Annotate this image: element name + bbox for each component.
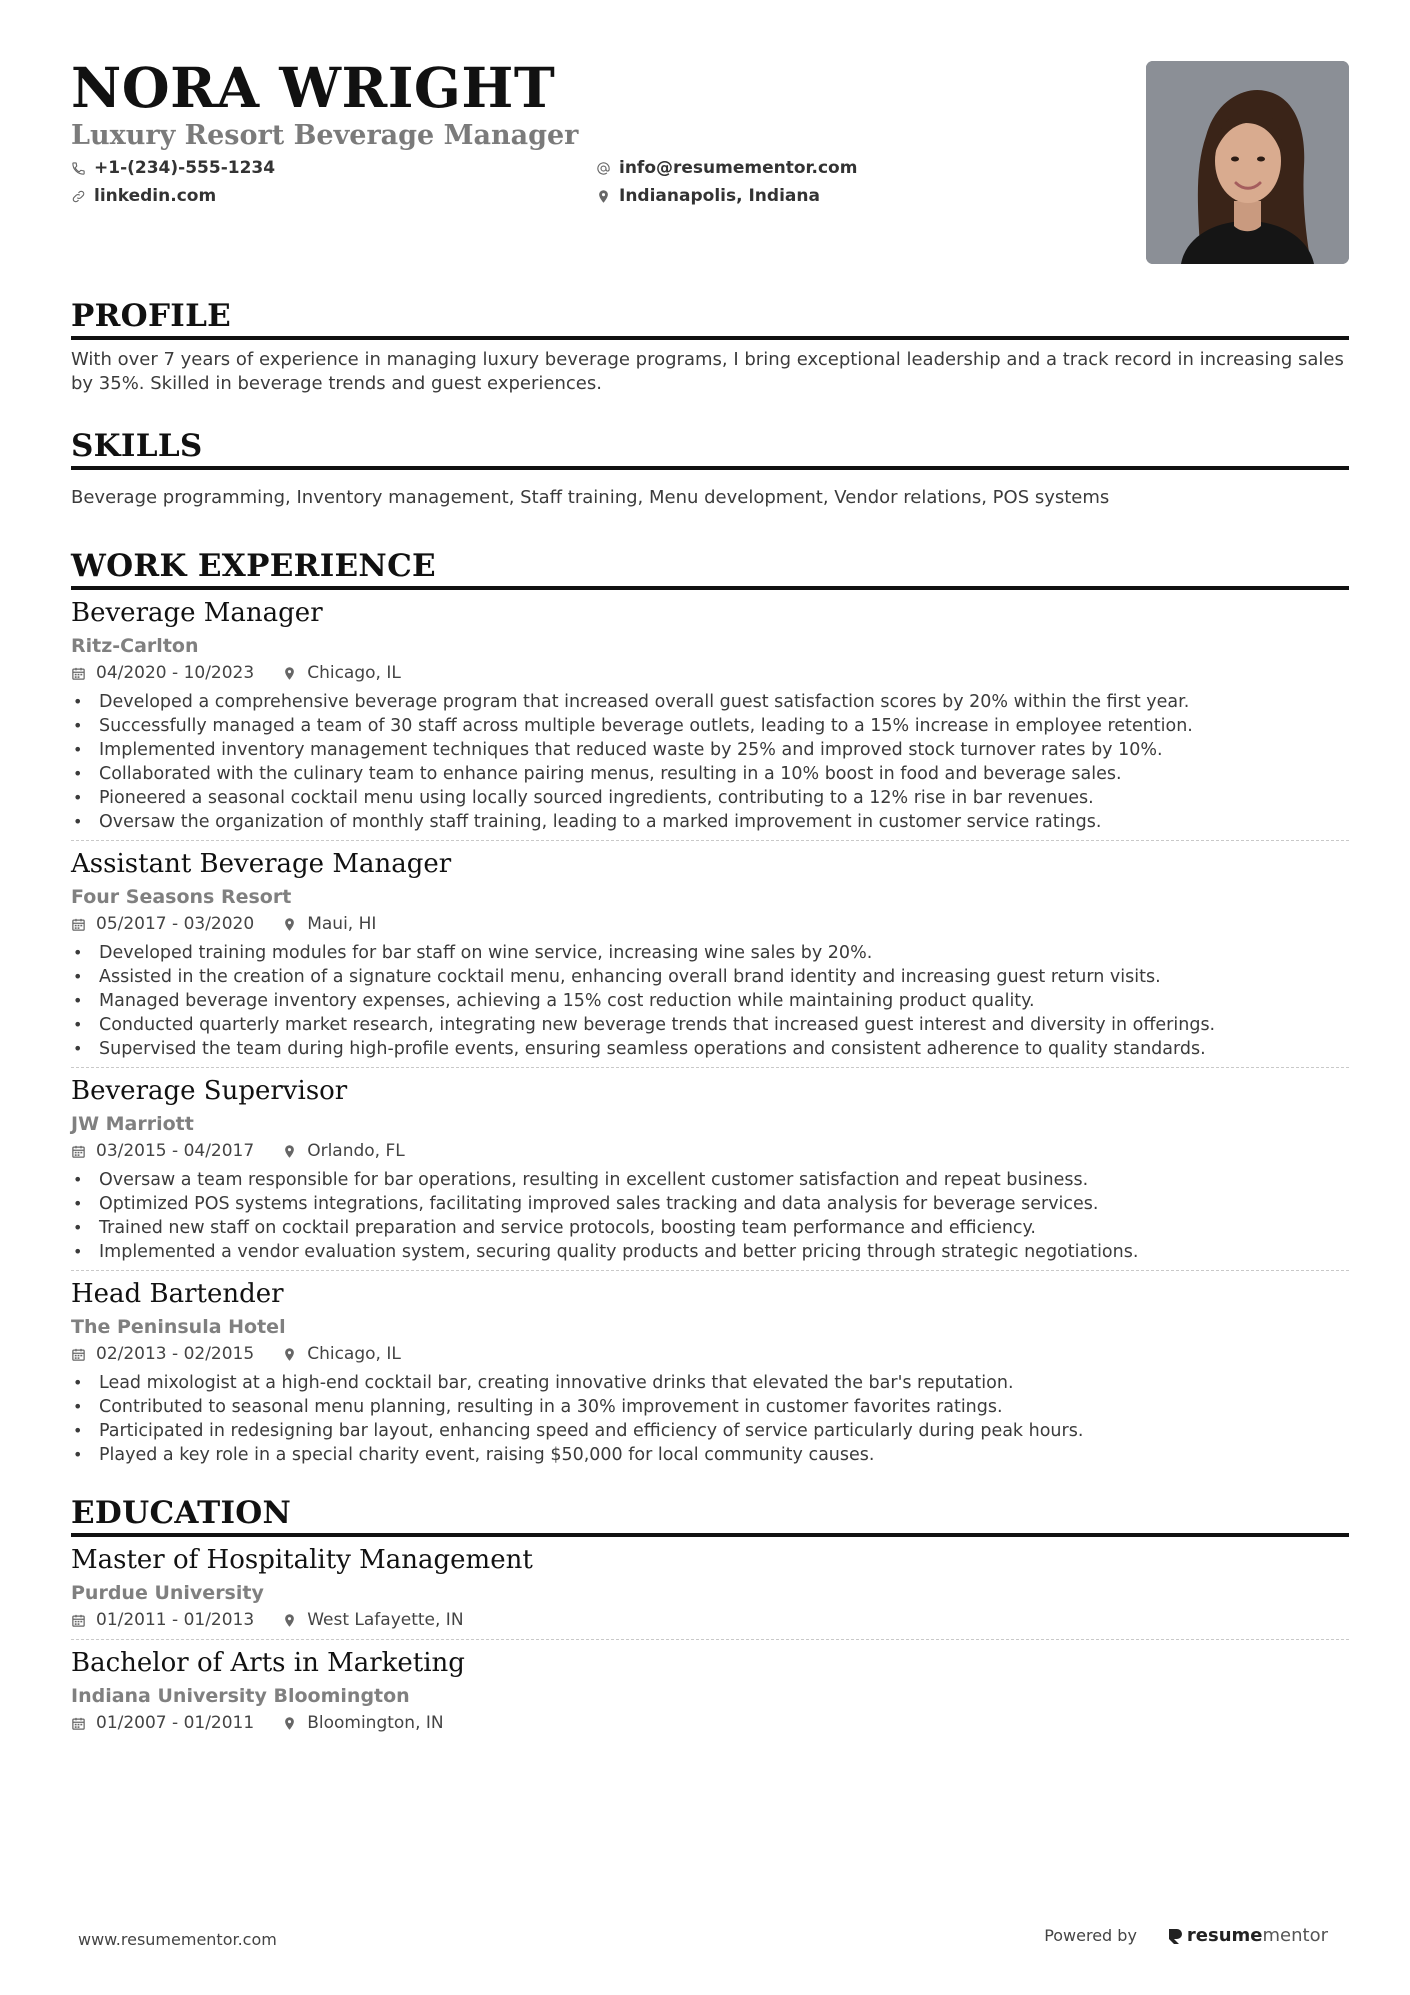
entry-location-text: Bloomington, IN: [307, 1713, 444, 1733]
entry-organization: Four Seasons Resort: [71, 886, 292, 908]
contact-linkedin: [71, 184, 596, 208]
achievement-item: • Lead mixologist at a high-end cocktail bar, creating innovative drinks that elevated the bar's reputation.: [71, 1371, 1349, 1395]
entry-location: [282, 1138, 405, 1164]
portrait-illustration: [1146, 61, 1349, 264]
location-pin-icon: [282, 1716, 297, 1731]
brand-text-light: mentor: [1262, 1925, 1328, 1946]
entry-location-text: West Lafayette, IN: [307, 1610, 464, 1630]
job-list: [71, 590, 1349, 1473]
education-section: [71, 1493, 1349, 1742]
achievement-item: • Played a key role in a special charity event, raising $50,000 for local community causes.: [71, 1443, 1349, 1467]
phone-text: +1-(234)-555-1234: [94, 158, 276, 178]
achievement-item: • Oversaw the organization of monthly staff training, leading to a marked improvement in customer service ratings.: [71, 810, 1349, 834]
contact-email: [596, 156, 1016, 180]
achievement-item: • Implemented inventory management techniques that reduced waste by 25% and improved stock turnover rates by 10%.: [71, 738, 1349, 762]
experience-section: [71, 546, 1349, 1473]
location-pin-icon: [282, 1144, 297, 1159]
achievement-item: • Assisted in the creation of a signature cocktail menu, enhancing overall brand identity and increasing guest return visits.: [71, 965, 1349, 989]
achievement-item: • Participated in redesigning bar layout, enhancing speed and efficiency of service particularly during peak hours.: [71, 1419, 1349, 1443]
at-icon: [596, 161, 611, 176]
entry-location: [282, 660, 401, 686]
skills-text: Beverage programming, Inventory management, Staff training, Menu development, Vendor relations, POS systems: [71, 487, 1110, 508]
achievement-item: • Contributed to seasonal menu planning, resulting in a 30% improvement in customer favorites ratings.: [71, 1395, 1349, 1419]
education-heading: EDUCATION: [71, 1493, 1349, 1537]
entry-dates: 04/2020 - 10/2023: [96, 663, 255, 683]
profile-photo: [1146, 61, 1349, 264]
entry-dates: 03/2015 - 04/2017: [96, 1141, 255, 1161]
job-entry: [71, 1067, 1349, 1270]
achievement-list: [71, 1371, 1349, 1467]
entry-location: [282, 1341, 401, 1367]
contact-phone: [71, 156, 596, 180]
calendar-icon: [71, 1347, 86, 1362]
job-entry: [71, 840, 1349, 1067]
brand-logo: [1167, 1925, 1328, 1946]
contact-location: [596, 184, 1016, 208]
achievement-item: • Successfully managed a team of 30 staff across multiple beverage outlets, leading to a 15% increase in employee retention.: [71, 714, 1349, 738]
entry-meta: [71, 911, 1349, 937]
entry-location: [282, 1710, 443, 1736]
achievement-item: • Developed a comprehensive beverage program that increased overall guest satisfaction scores by 20% within the first year.: [71, 690, 1349, 714]
link-icon: [71, 189, 86, 204]
entry-title: Beverage Manager: [71, 598, 323, 628]
achievement-item: • Pioneered a seasonal cocktail menu using locally sourced ingredients, contributing to a 12% rise in bar revenues.: [71, 786, 1349, 810]
achievement-item: • Trained new staff on cocktail preparation and service protocols, boosting team performance and efficiency.: [71, 1216, 1349, 1240]
powered-by-text: Powered by: [1044, 1926, 1137, 1945]
email-text: info@resumementor.com: [619, 158, 858, 178]
location-pin-icon: [282, 917, 297, 932]
entry-location: [282, 911, 376, 937]
profile-section: [71, 296, 1349, 396]
entry-title: Beverage Supervisor: [71, 1076, 348, 1106]
education-entry: [71, 1537, 1349, 1639]
calendar-icon: [71, 917, 86, 932]
entry-title: Assistant Beverage Manager: [71, 849, 452, 879]
achievement-list: [71, 941, 1349, 1061]
entry-location-text: Chicago, IL: [307, 663, 401, 683]
achievement-list: [71, 690, 1349, 834]
entry-organization: Indiana University Bloomington: [71, 1685, 410, 1707]
achievement-item: • Collaborated with the culinary team to enhance pairing menus, resulting in a 10% boost in food and beverage sales.: [71, 762, 1349, 786]
achievement-item: • Implemented a vendor evaluation system, securing quality products and better pricing through strategic negotiations.: [71, 1240, 1349, 1264]
resume-header: [71, 56, 1349, 272]
calendar-icon: [71, 1144, 86, 1159]
entry-title: Head Bartender: [71, 1279, 284, 1309]
candidate-headline: Luxury Resort Beverage Manager: [71, 120, 579, 151]
skills-heading: SKILLS: [71, 426, 1349, 470]
entry-organization: Purdue University: [71, 1582, 264, 1604]
entry-dates: 05/2017 - 03/2020: [96, 914, 255, 934]
entry-organization: JW Marriott: [71, 1113, 194, 1135]
entry-location-text: Maui, HI: [307, 914, 377, 934]
experience-heading: WORK EXPERIENCE: [71, 546, 1349, 590]
achievement-item: • Managed beverage inventory expenses, achieving a 15% cost reduction while maintaining product quality.: [71, 989, 1349, 1013]
location-pin-icon: [596, 189, 611, 204]
achievement-item: • Supervised the team during high-profile events, ensuring seamless operations and consistent adherence to quality standards.: [71, 1037, 1349, 1061]
entry-dates: 02/2013 - 02/2015: [96, 1344, 255, 1364]
achievement-item: • Conducted quarterly market research, integrating new beverage trends that increased guest interest and diversity in offerings.: [71, 1013, 1349, 1037]
linkedin-text: linkedin.com: [94, 186, 217, 206]
location-text: Indianapolis, Indiana: [619, 186, 820, 206]
entry-title: Bachelor of Arts in Marketing: [71, 1648, 465, 1678]
skills-section: [71, 426, 1349, 510]
calendar-icon: [71, 1613, 86, 1628]
entry-meta: [71, 660, 1349, 686]
entry-dates: 01/2011 - 01/2013: [96, 1610, 255, 1630]
resume-content: [71, 56, 1349, 1742]
phone-icon: [71, 161, 86, 176]
entry-location: [282, 1607, 463, 1633]
footer-branding: [1044, 1925, 1328, 1946]
entry-organization: Ritz-Carlton: [71, 635, 199, 657]
entry-dates: 01/2007 - 01/2011: [96, 1713, 255, 1733]
entry-location-text: Orlando, FL: [307, 1141, 405, 1161]
location-pin-icon: [282, 666, 297, 681]
job-entry: [71, 590, 1349, 840]
entry-title: Master of Hospitality Management: [71, 1545, 533, 1575]
calendar-icon: [71, 666, 86, 681]
calendar-icon: [71, 1716, 86, 1731]
entry-meta: [71, 1710, 1349, 1736]
brand-text-bold: resume: [1186, 1925, 1263, 1946]
entry-organization: The Peninsula Hotel: [71, 1316, 286, 1338]
entry-meta: [71, 1607, 1349, 1633]
profile-heading: PROFILE: [71, 296, 1349, 340]
entry-location-text: Chicago, IL: [307, 1344, 401, 1364]
achievement-item: • Optimized POS systems integrations, facilitating improved sales tracking and data analysis for beverage services.: [71, 1192, 1349, 1216]
location-pin-icon: [282, 1613, 297, 1628]
job-entry: [71, 1270, 1349, 1473]
achievement-list: [71, 1168, 1349, 1264]
brand-mark-icon: [1167, 1927, 1183, 1945]
entry-meta: [71, 1138, 1349, 1164]
education-entry: [71, 1639, 1349, 1742]
achievement-item: • Developed training modules for bar staff on wine service, increasing wine sales by 20%.: [71, 941, 1349, 965]
education-list: [71, 1537, 1349, 1742]
location-pin-icon: [282, 1347, 297, 1362]
footer-website: www.resumementor.com: [78, 1930, 277, 1949]
achievement-item: • Oversaw a team responsible for bar operations, resulting in excellent customer satisfaction and repeat business.: [71, 1168, 1349, 1192]
profile-text: With over 7 years of experience in managing luxury beverage programs, I bring exceptional leadership and a track record in increasing sales by 35%. Skilled in beverage trends and guest experiences.: [71, 349, 1344, 394]
candidate-name: NORA WRIGHT: [71, 55, 556, 120]
entry-meta: [71, 1341, 1349, 1367]
